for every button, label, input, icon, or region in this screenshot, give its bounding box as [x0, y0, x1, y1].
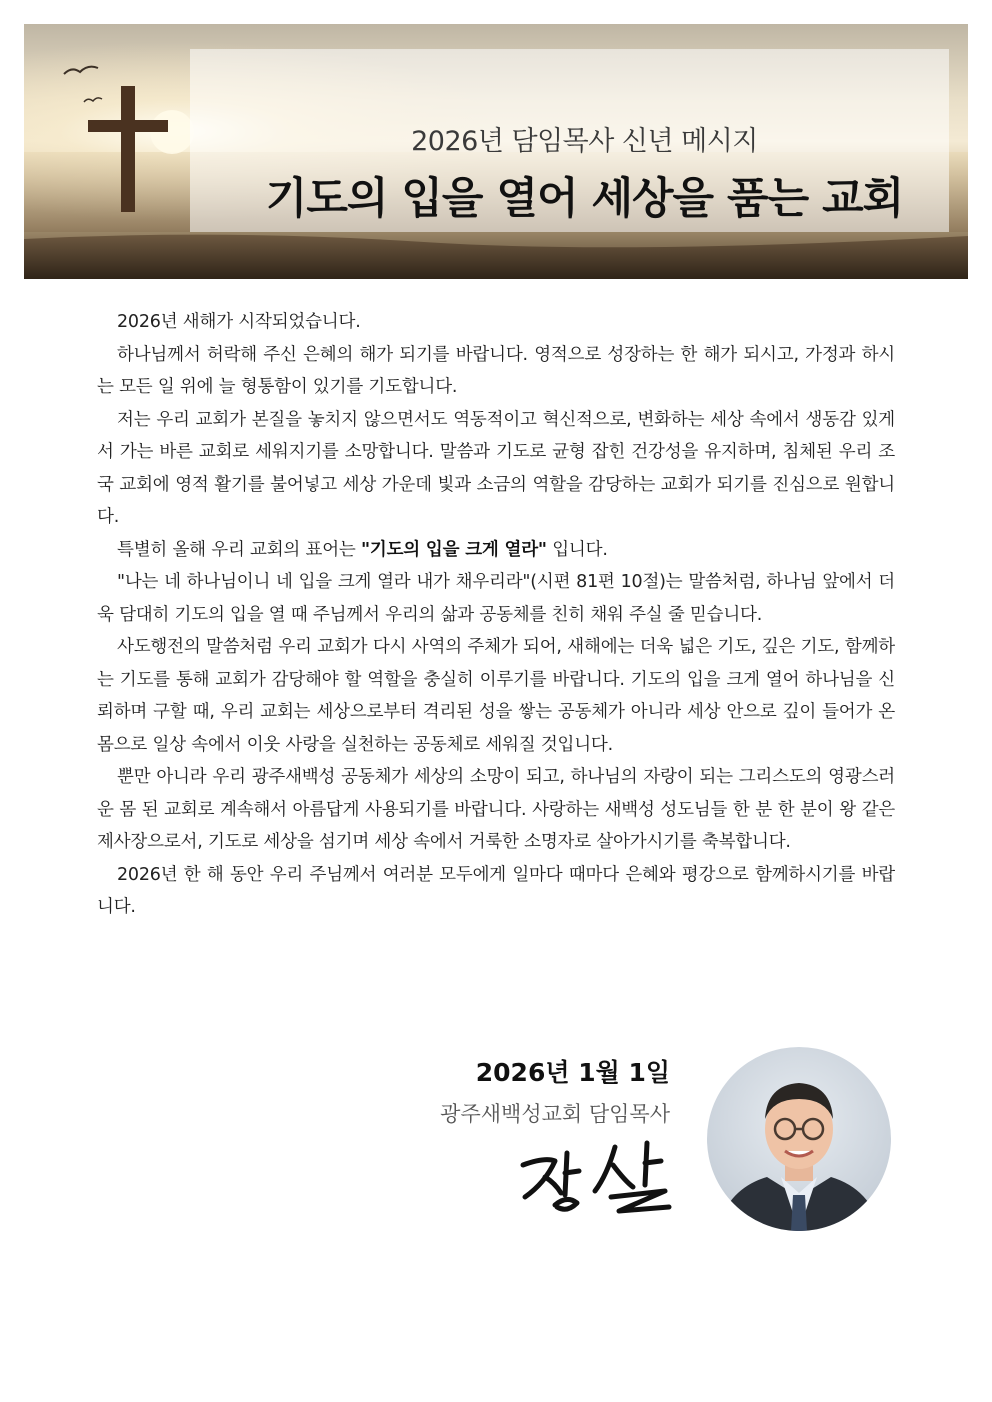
portrait-image [707, 1047, 891, 1231]
church-motto: "기도의 입을 크게 열라" [360, 539, 547, 560]
letter-date: 2026년 1월 1일 [475, 1058, 670, 1087]
message-subtitle: 2026년 담임목사 신년 메시지 [411, 126, 758, 157]
paragraph-blessing: 하나님께서 허락해 주신 은혜의 해가 되기를 바랍니다. 영적으로 성장하는 한 해가 되시고, 가정과 하시는 모든 일 위에 늘 형통함이 있기를 기도합니다. [97, 344, 895, 397]
paragraph-prayer: 사도행전의 말씀처럼 우리 교회가 다시 사역의 주체가 되어, 새해에는 더욱 넓은 기도, 깊은 기도, 함께하는 기도를 통해 교회가 감당해야 할 역할을 충실히 이루기를 바랍니다. 기도의 입을 크게 열어 하나님을 신뢰하며 구할 때, 우리 교회는 세상으로부터 격리된 성을 쌓는 공동체가 아니라 세상 안으로 깊이 들어가 온몸으로 일상 속에서 이웃 사랑을 실천하는 공동체로 세워질 것입니다. [97, 637, 895, 755]
pastor-title: 광주새백성교회 담임목사 [440, 1102, 670, 1126]
header-banner [24, 24, 968, 279]
title-panel [190, 49, 949, 232]
paragraph-closing: 2026년 한 해 동안 우리 주님께서 여러분 모두에게 일마다 때마다 은혜와 평강으로 함께하시기를 바랍니다. [97, 864, 895, 917]
paragraph-vision: 저는 우리 교회가 본질을 놓치지 않으면서도 역동적이고 혁신적으로, 변화하는 세상 속에서 생동감 있게 서 가는 바른 교회로 세워지기를 소망합니다. 말씀과 기도로 균형 잡힌 건강성을 유지하며, 침체된 우리 조국 교회에 영적 활기를 불어넣고 세상 가운데 빛과 소금의 역할을 감당하는 교회가 되기를 진심으로 원합니다. [97, 409, 895, 527]
paragraph-community: 뿐만 아니라 우리 광주새백성 공동체가 세상의 소망이 되고, 하나님의 자랑이 되는 그리스도의 영광스러운 몸 된 교회로 계속해서 아름답게 사용되기를 바랍니다. 사랑하는 새백성 성도님들 한 분 한 분이 왕 같은 제사장으로서, 기도로 세상을 섬기며 세상 속에서 거룩한 소명자로 살아가시기를 축복합니다. [97, 767, 895, 852]
paragraph-scripture: "나는 네 하나님이니 네 입을 크게 열라 내가 채우리라"(시편 81편 10절)는 말씀처럼, 하나님 앞에서 더욱 담대히 기도의 입을 열 때 주님께서 우리의 삶과 공동체를 친히 채워 주실 줄 믿습니다. [97, 572, 895, 625]
handwritten-signature [515, 1135, 675, 1215]
message-title: 기도의 입을 열어 세상을 품는 교회 [265, 174, 904, 224]
paragraph-new-year: 2026년 새해가 시작되었습니다. [117, 312, 361, 332]
pastor-portrait [707, 1047, 891, 1231]
motto-outro: 입니다. [546, 539, 608, 560]
motto-intro: 특별히 올해 우리 교회의 표어는 [117, 539, 361, 560]
paragraph-motto [97, 534, 895, 567]
letter-body [97, 306, 895, 924]
